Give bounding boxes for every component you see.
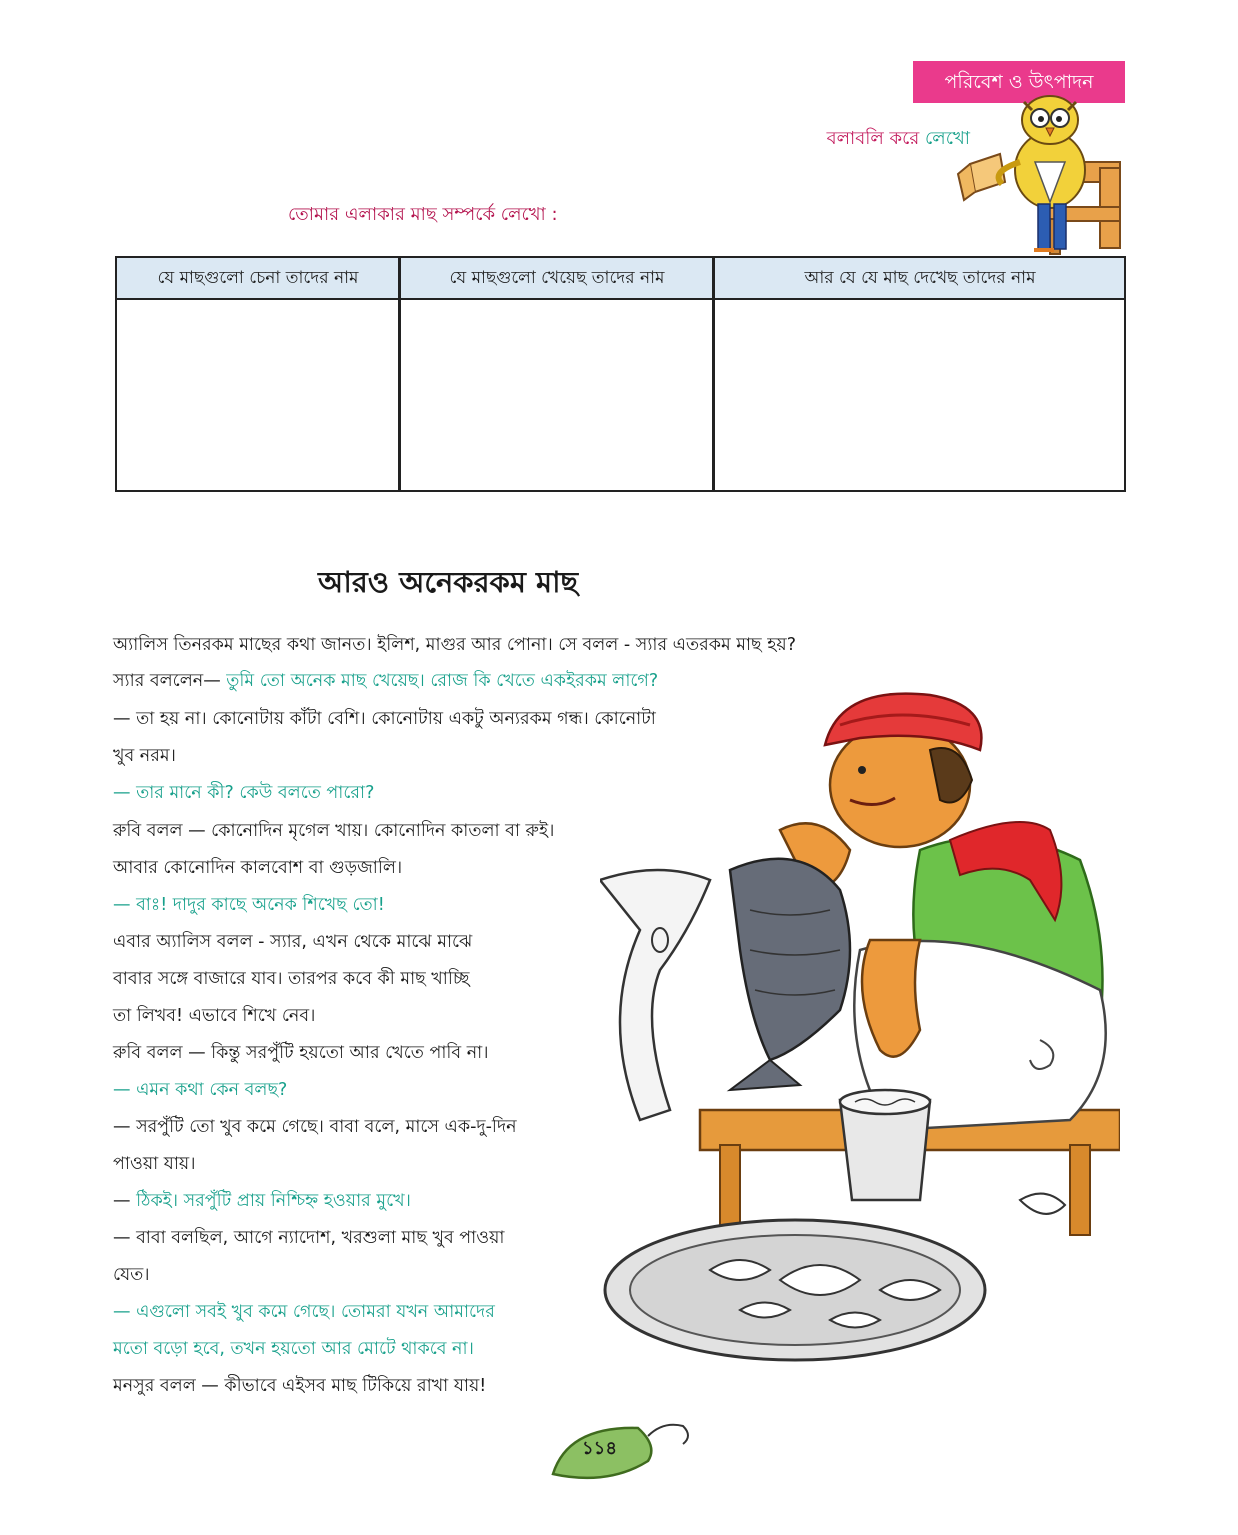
story-line-text: তা লিখব! এভাবে শিখে নেব। xyxy=(113,1006,316,1026)
story-line xyxy=(113,668,658,694)
story-line-teacher: — এগুলো সবই খুব কমে গেছে। তোমরা যখন আমাদের xyxy=(113,1302,495,1322)
story-line xyxy=(113,1299,495,1325)
story-line-text: যেত। xyxy=(113,1265,150,1285)
activity-label xyxy=(770,124,970,155)
page-number: ১১৪ xyxy=(582,1438,618,1459)
header-eaten-fish: যে মাছগুলো খেয়েছ তাদের নাম xyxy=(449,268,665,288)
story-line xyxy=(113,892,385,918)
story-line-text: মনসুর বলল — কীভাবে এইসব মাছ টিকিয়ে রাখা যায়! xyxy=(113,1376,487,1396)
story-line-teacher: ঠিকই। সরপুঁটি প্রায় নিশ্চিহ্ন হওয়ার মুখে। xyxy=(136,1191,411,1211)
story-line xyxy=(113,1262,150,1288)
story-line xyxy=(113,1188,411,1214)
activity-word-write: লেখো xyxy=(925,128,970,149)
story-line xyxy=(113,929,472,955)
story-line xyxy=(113,1114,517,1140)
story-line-text: এবার অ্যালিস বলল - স্যার, এখন থেকে মাঝে মাঝে xyxy=(113,932,473,952)
section-title: আরও অনেকরকম মাছ xyxy=(318,565,579,599)
header-seen-fish: আর যে যে মাছ দেখেছ তাদের নাম xyxy=(804,268,1036,288)
story-line xyxy=(113,706,656,732)
story-line-text: বাবার সঙ্গে বাজারে যাব। তারপর কবে কী মাছ খাচ্ছি xyxy=(113,969,470,989)
story-line-teacher: — বাঃ! দাদুর কাছে অনেক শিখেছ তো! xyxy=(113,895,385,915)
story-line-teacher: মতো বড়ো হবে, তখন হয়তো আর মোটে থাকবে না। xyxy=(113,1339,474,1359)
activity-word-discuss: বলাবলি করে xyxy=(826,128,920,149)
story-line-teacher: তুমি তো অনেক মাছ খেয়েছ। রোজ কি খেতে একইরকম লাগে? xyxy=(226,671,659,691)
story-line-text: — তা হয় না। কোনোটায় কাঁটা বেশি। কোনোটায় একটু অন্যরকম গন্ধ। কোনোটা xyxy=(113,709,656,729)
story-line-text: পাওয়া যায়। xyxy=(113,1154,196,1174)
story-line-text: অ্যালিস তিনরকম মাছের কথা জানত। ইলিশ, মাগুর আর পোনা। সে বলল - স্যার এতরকম মাছ হয়? xyxy=(113,635,797,655)
leaf-icon xyxy=(548,1416,698,1486)
fishmonger-illustration xyxy=(600,690,1120,1390)
story-line-text: — বাবা বলছিল, আগে ন্যাদোশ, খরশুলা মাছ খুব পাওয়া xyxy=(113,1228,505,1248)
story-line xyxy=(113,1151,196,1177)
story-line-text: স্যার বললেন— xyxy=(113,671,221,691)
story-line xyxy=(113,1077,287,1103)
story-line-text: রুবি বলল — কিন্তু সরপুঁটি হয়তো আর খেতে পাবি না। xyxy=(113,1043,489,1063)
owl-reading-illustration xyxy=(950,92,1130,257)
chapter-badge: পরিবেশ ও উৎপাদন xyxy=(913,61,1125,103)
story-line-teacher: — তার মানে কী? কেউ বলতে পারো? xyxy=(113,783,375,803)
story-line xyxy=(113,1040,489,1066)
story-line xyxy=(113,855,402,881)
story-line xyxy=(113,1373,486,1399)
fish-table xyxy=(115,256,1126,492)
story-line-text: আবার কোনোদিন কালবোশ বা গুড়জালি। xyxy=(113,858,403,878)
story-line-teacher: — এমন কথা কেন বলছ? xyxy=(113,1080,288,1100)
story-line xyxy=(113,1225,505,1251)
story-line xyxy=(113,966,469,992)
story-line xyxy=(113,818,554,844)
fish-table-header xyxy=(117,258,1124,300)
table-prompt: তোমার এলাকার মাছ সম্পর্কে লেখো : xyxy=(288,204,558,225)
answer-cell-eaten[interactable] xyxy=(401,300,712,490)
story-line-text: খুব নরম। xyxy=(113,746,176,766)
story-line-text: রুবি বলল — কোনোদিন মৃগেল খায়। কোনোদিন কাতলা বা রুই। xyxy=(113,821,555,841)
answer-cell-seen[interactable] xyxy=(715,300,1123,490)
story-line-text: — xyxy=(113,1191,131,1211)
story-line-text: — সরপুঁটি তো খুব কমে গেছে। বাবা বলে, মাসে এক-দু-দিন xyxy=(113,1117,517,1137)
story-line xyxy=(113,743,176,769)
story-line xyxy=(113,1003,315,1029)
answer-cell-known[interactable] xyxy=(117,300,398,490)
header-known-fish: যে মাছগুলো চেনা তাদের নাম xyxy=(157,268,359,288)
story-line xyxy=(113,632,796,658)
story-line xyxy=(113,780,374,806)
story-line xyxy=(113,1336,474,1362)
